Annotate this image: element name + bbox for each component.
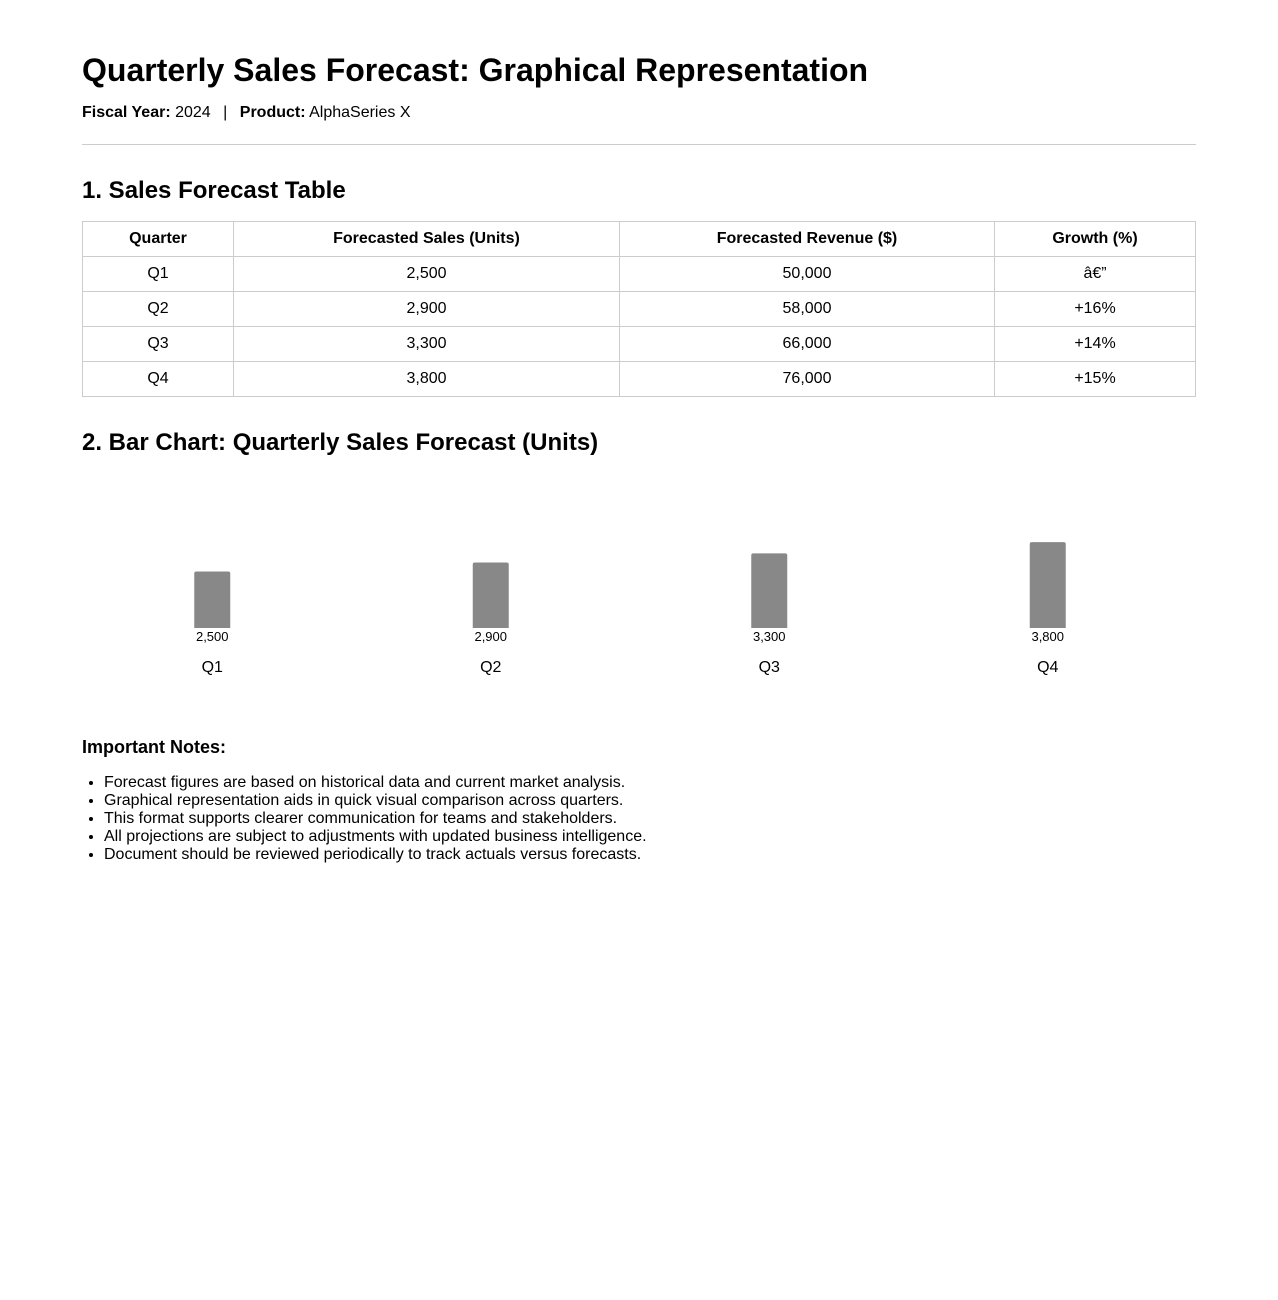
list-item: • Graphical representation aids in quick visual comparison across quarters. [104, 792, 1196, 810]
bar-q3 [751, 553, 787, 628]
cell-growth: +14% [995, 327, 1196, 362]
bar-chart-svg [82, 458, 1196, 698]
cell-revenue: 58,000 [620, 292, 995, 327]
cell-growth: +15% [995, 362, 1196, 397]
chart-section-heading: 2. Bar Chart: Quarterly Sales Forecast (Units) [82, 429, 599, 456]
table-section-heading: 1. Sales Forecast Table [82, 177, 346, 204]
table-row [83, 292, 1196, 327]
product-value: AlphaSeries X [309, 104, 411, 121]
category-label: Q2 [480, 659, 502, 676]
column-header-quarter: Quarter [83, 222, 234, 257]
bar-value-label: 3,300 [752, 629, 786, 644]
sales-forecast-table [82, 221, 1196, 397]
list-item: • Document should be reviewed periodically to track actuals versus forecasts. [104, 846, 1196, 864]
list-item: • This format supports clearer communication for teams and stakeholders. [104, 810, 1196, 828]
product-label: Product: [239, 104, 306, 121]
notes-list [82, 774, 1196, 864]
bar-value-label: 2,900 [474, 629, 508, 644]
cell-revenue: 50,000 [620, 257, 995, 292]
list-item: • All projections are subject to adjustments with updated business intelligence. [104, 828, 1196, 846]
category-label: Q1 [201, 659, 223, 676]
cell-growth: â€” [995, 257, 1196, 292]
list-item: • Forecast figures are based on historical data and current market analysis. [104, 774, 1196, 792]
document-meta [82, 103, 1196, 123]
cell-quarter: Q1 [83, 257, 234, 292]
table-header-row [83, 222, 1196, 257]
cell-units: 3,800 [234, 362, 620, 397]
category-label: Q3 [758, 659, 780, 676]
notes-title: Important Notes: [82, 737, 226, 757]
cell-quarter: Q2 [83, 292, 234, 327]
cell-units: 2,900 [234, 292, 620, 327]
header-divider [82, 144, 1196, 145]
category-label: Q4 [1037, 659, 1059, 676]
fiscal-year-value: 2024 [175, 104, 211, 121]
bar-q1 [194, 572, 230, 629]
document-page [82, 0, 1196, 864]
cell-revenue: 66,000 [620, 327, 995, 362]
column-header-units: Forecasted Sales (Units) [234, 222, 620, 257]
bar-value-label: 2,500 [195, 629, 229, 644]
page-title: Quarterly Sales Forecast: Graphical Representation [82, 52, 869, 88]
column-header-growth: Growth (%) [995, 222, 1196, 257]
table-row [83, 327, 1196, 362]
cell-quarter: Q4 [83, 362, 234, 397]
column-header-revenue: Forecasted Revenue ($) [620, 222, 995, 257]
bar-q4 [1030, 542, 1066, 628]
cell-revenue: 76,000 [620, 362, 995, 397]
cell-quarter: Q3 [83, 327, 234, 362]
bar-value-label: 3,800 [1031, 629, 1065, 644]
cell-growth: +16% [995, 292, 1196, 327]
cell-units: 2,500 [234, 257, 620, 292]
meta-separator: | [223, 104, 228, 121]
table-row [83, 362, 1196, 397]
fiscal-year-label: Fiscal Year: [82, 104, 171, 121]
bar-chart [82, 458, 1196, 698]
cell-units: 3,300 [234, 327, 620, 362]
table-row [83, 257, 1196, 292]
bar-q2 [473, 562, 509, 628]
